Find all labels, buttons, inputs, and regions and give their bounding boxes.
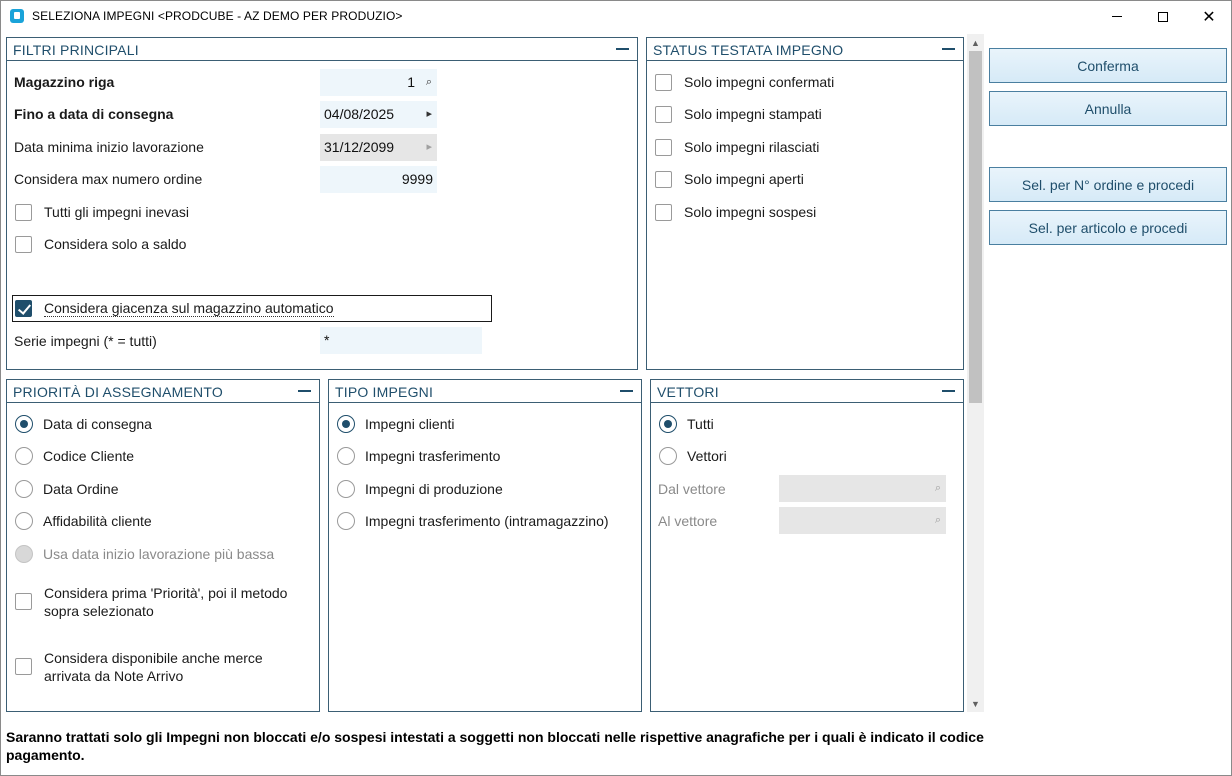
giacenza-label: Considera giacenza sul magazzino automatico: [44, 300, 334, 316]
solo-confermati-label: Solo impegni confermati: [684, 74, 835, 90]
solo-saldo-label: Considera solo a saldo: [44, 236, 187, 252]
radio-impegni-trasferimento[interactable]: [337, 447, 355, 465]
magazzino-riga-label: Magazzino riga: [14, 74, 115, 90]
scroll-down-icon[interactable]: ▼: [971, 698, 980, 709]
close-icon: ✕: [1202, 6, 1216, 26]
conferma-button[interactable]: Conferma: [989, 48, 1227, 83]
serie-impegni-value: *: [324, 332, 330, 348]
solo-confermati-checkbox[interactable]: [655, 74, 672, 91]
collapse-icon[interactable]: [942, 48, 955, 50]
data-minima-value: 31/12/2099: [324, 139, 395, 155]
impegni-clienti-label: Impegni clienti: [365, 416, 455, 432]
title-bar: [1, 1, 1231, 32]
collapse-icon[interactable]: [616, 48, 629, 50]
giacenza-checkbox[interactable]: [15, 300, 32, 317]
panel-header: [647, 38, 963, 61]
panel-header: [7, 380, 319, 403]
radio-data-ordine[interactable]: [15, 480, 33, 498]
panel-header: [329, 380, 641, 403]
data-minima-field: [320, 134, 437, 161]
max-ordine-value: 9999: [401, 171, 433, 187]
data-inizio-bassa-label: Usa data inizio lavorazione più bassa: [43, 546, 275, 562]
impegni-intramagazzino-label: Impegni trasferimento (intramagazzino): [365, 513, 609, 529]
impegni-trasferimento-label: Impegni trasferimento: [365, 448, 501, 464]
annulla-button[interactable]: Annulla: [989, 91, 1227, 126]
app-icon: [10, 9, 24, 23]
radio-data-consegna[interactable]: [15, 415, 33, 433]
footer-note: Saranno trattati solo gli Impegni non bloccati e/o sospesi intestati a soggetti non bloccati nelle rispettive anagrafiche per i quali è indicato il codice pagamento.: [6, 729, 984, 763]
panel-filtri-principali: [6, 37, 638, 370]
serie-impegni-field[interactable]: [320, 327, 482, 354]
al-vettore-field: [779, 507, 946, 534]
radio-vettori[interactable]: [659, 447, 677, 465]
solo-aperti-label: Solo impegni aperti: [684, 171, 804, 187]
max-ordine-label: Considera max numero ordine: [14, 171, 203, 187]
vettori-label: Vettori: [687, 448, 727, 464]
data-minima-label: Data minima inizio lavorazione: [14, 139, 204, 155]
search-icon: ⌕: [934, 514, 941, 526]
solo-sospesi-checkbox[interactable]: [655, 204, 672, 221]
tutti-label: Tutti: [687, 416, 714, 432]
collapse-icon[interactable]: [620, 390, 633, 392]
solo-stampati-checkbox[interactable]: [655, 106, 672, 123]
radio-impegni-intramagazzino[interactable]: [337, 512, 355, 530]
fino-data-label: Fino a data di consegna: [14, 106, 174, 122]
note-arrivo-label-1: Considera disponibile anche merce: [44, 650, 263, 666]
serie-impegni-label: Serie impegni (* = tutti): [14, 333, 157, 349]
magazzino-riga-field[interactable]: [320, 69, 437, 96]
radio-codice-cliente[interactable]: [15, 447, 33, 465]
chevron-right-icon[interactable]: ▸: [426, 108, 432, 120]
panel-title: PRIORITÀ DI ASSEGNAMENTO: [13, 384, 223, 400]
al-vettore-label: Al vettore: [658, 513, 718, 529]
impegni-produzione-label: Impegni di produzione: [365, 481, 503, 497]
panel-title: FILTRI PRINCIPALI: [13, 42, 139, 58]
note-arrivo-label-2: arrivata da Note Arrivo: [44, 668, 184, 684]
collapse-icon[interactable]: [942, 390, 955, 392]
data-consegna-label: Data di consegna: [43, 416, 152, 432]
solo-stampati-label: Solo impegni stampati: [684, 106, 822, 122]
note-arrivo-checkbox[interactable]: [15, 658, 32, 675]
minimize-icon: [1112, 16, 1122, 17]
maximize-icon: [1158, 12, 1168, 22]
solo-rilasciati-label: Solo impegni rilasciati: [684, 139, 820, 155]
vertical-scrollbar[interactable]: [967, 34, 984, 712]
panel-title: STATUS TESTATA IMPEGNO: [653, 42, 844, 58]
panel-header: [7, 38, 637, 61]
solo-rilasciati-checkbox[interactable]: [655, 139, 672, 156]
panel-priorita: [6, 379, 320, 712]
window-title: SELEZIONA IMPEGNI <PRODCUBE - AZ DEMO PER PRODUZIO>: [32, 9, 403, 23]
sel-articolo-button[interactable]: Sel. per articolo e procedi: [989, 210, 1227, 245]
panel-vettori: [650, 379, 964, 712]
radio-affidabilita[interactable]: [15, 512, 33, 530]
solo-saldo-checkbox[interactable]: [15, 236, 32, 253]
panel-header: [651, 380, 963, 403]
fino-data-field[interactable]: [320, 101, 437, 128]
collapse-icon[interactable]: [298, 390, 311, 392]
data-ordine-label: Data Ordine: [43, 481, 119, 497]
radio-tutti[interactable]: [659, 415, 677, 433]
prima-priorita-label-2: sopra selezionato: [44, 603, 154, 619]
scroll-up-icon[interactable]: ▲: [971, 37, 980, 48]
fino-data-value: 04/08/2025: [324, 106, 395, 122]
dal-vettore-label: Dal vettore: [658, 481, 726, 497]
search-icon[interactable]: ⌕: [425, 76, 432, 88]
close-button[interactable]: [1186, 1, 1232, 32]
scrollbar-thumb[interactable]: [969, 51, 982, 403]
tutti-inevasi-label: Tutti gli impegni inevasi: [44, 204, 189, 220]
radio-impegni-produzione[interactable]: [337, 480, 355, 498]
panel-title: VETTORI: [657, 384, 719, 400]
prima-priorita-label-1: Considera prima 'Priorità', poi il metodo: [44, 585, 288, 601]
affidabilita-label: Affidabilità cliente: [43, 513, 152, 529]
minimize-button[interactable]: [1094, 1, 1140, 32]
codice-cliente-label: Codice Cliente: [43, 448, 135, 464]
dal-vettore-field: [779, 475, 946, 502]
search-icon: ⌕: [934, 482, 941, 494]
magazzino-riga-value: 1: [407, 74, 415, 90]
chevron-right-icon: ▸: [426, 141, 432, 153]
solo-aperti-checkbox[interactable]: [655, 171, 672, 188]
radio-impegni-clienti[interactable]: [337, 415, 355, 433]
panel-title: TIPO IMPEGNI: [335, 384, 434, 400]
maximize-button[interactable]: [1140, 1, 1186, 32]
solo-sospesi-label: Solo impegni sospesi: [684, 204, 817, 220]
panel-tipo-impegni: [328, 379, 642, 712]
radio-data-inizio-bassa: [15, 545, 33, 563]
panel-status-testata: [646, 37, 964, 370]
tutti-inevasi-checkbox[interactable]: [15, 204, 32, 221]
sel-ordine-button[interactable]: Sel. per N° ordine e procedi: [989, 167, 1227, 202]
prima-priorita-checkbox[interactable]: [15, 593, 32, 610]
max-ordine-field[interactable]: [320, 166, 437, 193]
